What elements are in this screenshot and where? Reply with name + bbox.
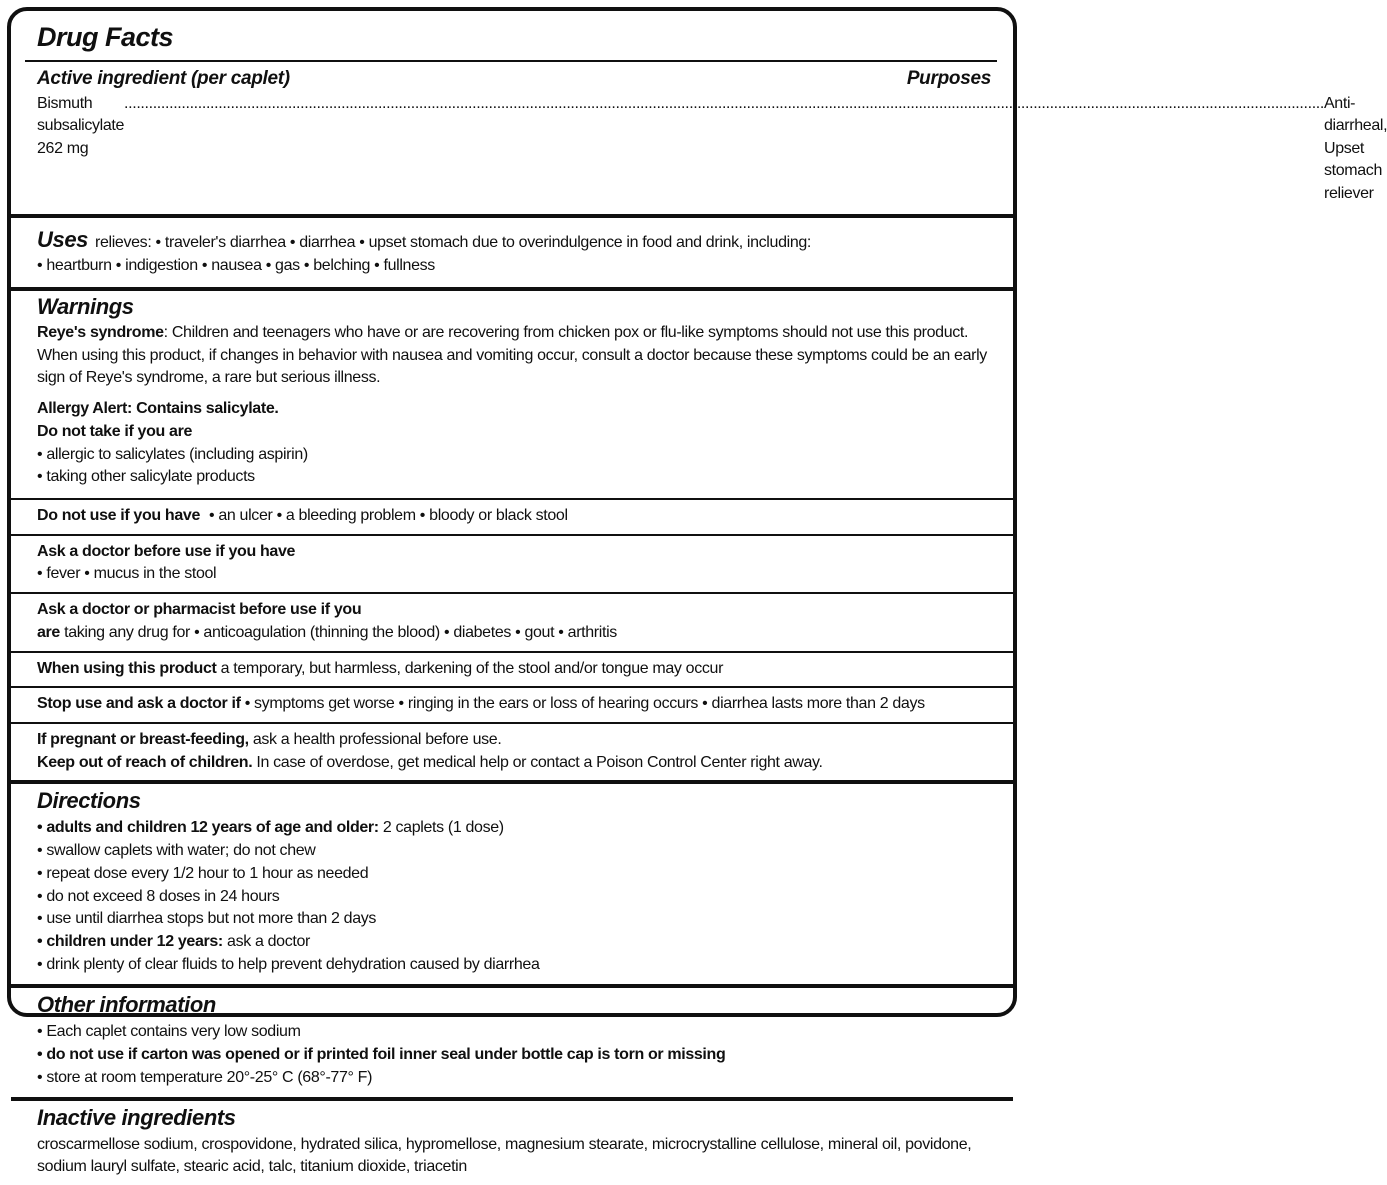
ask-doctor-bullets: • fever • mucus in the stool [37,565,217,583]
uses-section [11,218,1013,287]
keep-out-of-reach-line: Keep out of reach of children. In case of overdose, get medical help or contact a Poison Control Center right away. [37,753,823,771]
directions-item: • swallow caplets with water; do not chew [37,842,316,860]
directions-item: • do not exceed 8 doses in 24 hours [37,887,280,905]
uses-text: relieves: • traveler's diarrhea • diarrhea • upset stomach due to overindulgence in food and drink, including: [95,233,812,251]
ask-pharmacist-heading: Ask a doctor or pharmacist before use if you [37,601,362,619]
ingredient-purpose: Anti-diarrheal, Upset stomach reliever [1323,95,1387,202]
other-information-heading: Other information [37,992,216,1018]
directions-item: • repeat dose every 1/2 hour to 1 hour as needed [37,864,369,882]
pregnant-line: If pregnant or breast-feeding, ask a health professional before use. [37,730,502,748]
other-information-item: • Each caplet contains very low sodium [37,1023,301,1041]
do-not-use-subsection [11,500,1013,534]
ask-pharmacist-subsection [11,594,1013,650]
ingredient-row [37,93,1387,205]
allergy-alert: Allergy Alert: Contains salicylate. [37,400,279,418]
ask-pharmacist-line2: are taking any drug for • anticoagulation (thinning the blood) • diabetes • gout • arthritis [37,623,617,641]
reye-syndrome-paragraph: Reye's syndrome: Children and teenagers who have or are recovering from chicken pox or flu-like symptoms should not use this product. When using this product, if changes in behavior with nausea and vomiting occur, consult a doctor because these symptoms could be an early sign of Reye's syndrome, a rare but serious illness. [37,323,987,387]
directions-item: • adults and children 12 years of age and older: 2 caplets (1 dose) [37,819,504,837]
active-ingredient-section [11,62,1387,214]
do-not-take-bullet: • allergic to salicylates (including aspirin) [37,445,308,463]
do-not-use-line: Do not use if you have • an ulcer • a bleeding problem • bloody or black stool [37,506,568,524]
directions-item: • children under 12 years: ask a doctor [37,933,310,950]
inactive-ingredients-list: croscarmellose sodium, crospovidone, hydrated silica, hypromellose, magnesium stearate, microcrystalline cellulose, mineral oil, povidone, sodium lauryl sulfate, stearic acid, talc, titanium dioxide, triacetin [37,1135,972,1176]
when-using-line: When using this product a temporary, but harmless, darkening of the stool and/or tongue may occur [37,659,724,677]
active-ingredient-heading: Active ingredient (per caplet) [37,68,290,89]
directions-item: • use until diarrhea stops but not more than 2 days [37,910,377,928]
directions-section [11,784,1013,984]
warnings-heading: Warnings [37,293,134,319]
stop-use-line: Stop use and ask a doctor if • symptoms get worse • ringing in the ears or loss of hearing occurs • diarrhea lasts more than 2 days [37,695,925,713]
other-information-item: • store at room temperature 20°-25° C (68°-77° F) [37,1068,373,1086]
ask-doctor-subsection [11,536,1013,592]
inactive-ingredients-heading: Inactive ingredients [37,1104,236,1130]
when-using-subsection [11,653,1013,687]
warnings-section [11,291,1013,498]
other-information-item: • do not use if carton was opened or if printed foil inner seal under bottle cap is torn or missing [37,1046,726,1064]
reye-syndrome-lead: Reye's syndrome [37,323,164,341]
do-not-take-bullet: • taking other salicylate products [37,468,255,486]
ingredient-name: Bismuth subsalicylate 262 mg [37,95,125,157]
active-ingredient-header-row [37,68,991,90]
other-information-section [11,988,1013,1096]
drug-facts-label [7,7,1387,1176]
page-title: Drug Facts [37,22,174,52]
ask-doctor-heading: Ask a doctor before use if you have [37,542,296,560]
uses-line1 [37,224,991,255]
uses-line2: • heartburn • indigestion • nausea • gas • belching • fullness [37,257,435,275]
inactive-ingredients-section [11,1101,1013,1185]
pregnancy-subsection [11,724,1013,780]
directions-heading: Directions [37,788,141,814]
stop-use-subsection [11,688,1013,722]
purposes-heading: Purposes [906,68,991,89]
dot-leader [124,93,1324,115]
directions-item: • drink plenty of clear fluids to help prevent dehydration caused by diarrhea [37,955,540,973]
uses-heading: Uses [37,226,88,252]
do-not-take-heading: Do not take if you are [37,422,192,440]
